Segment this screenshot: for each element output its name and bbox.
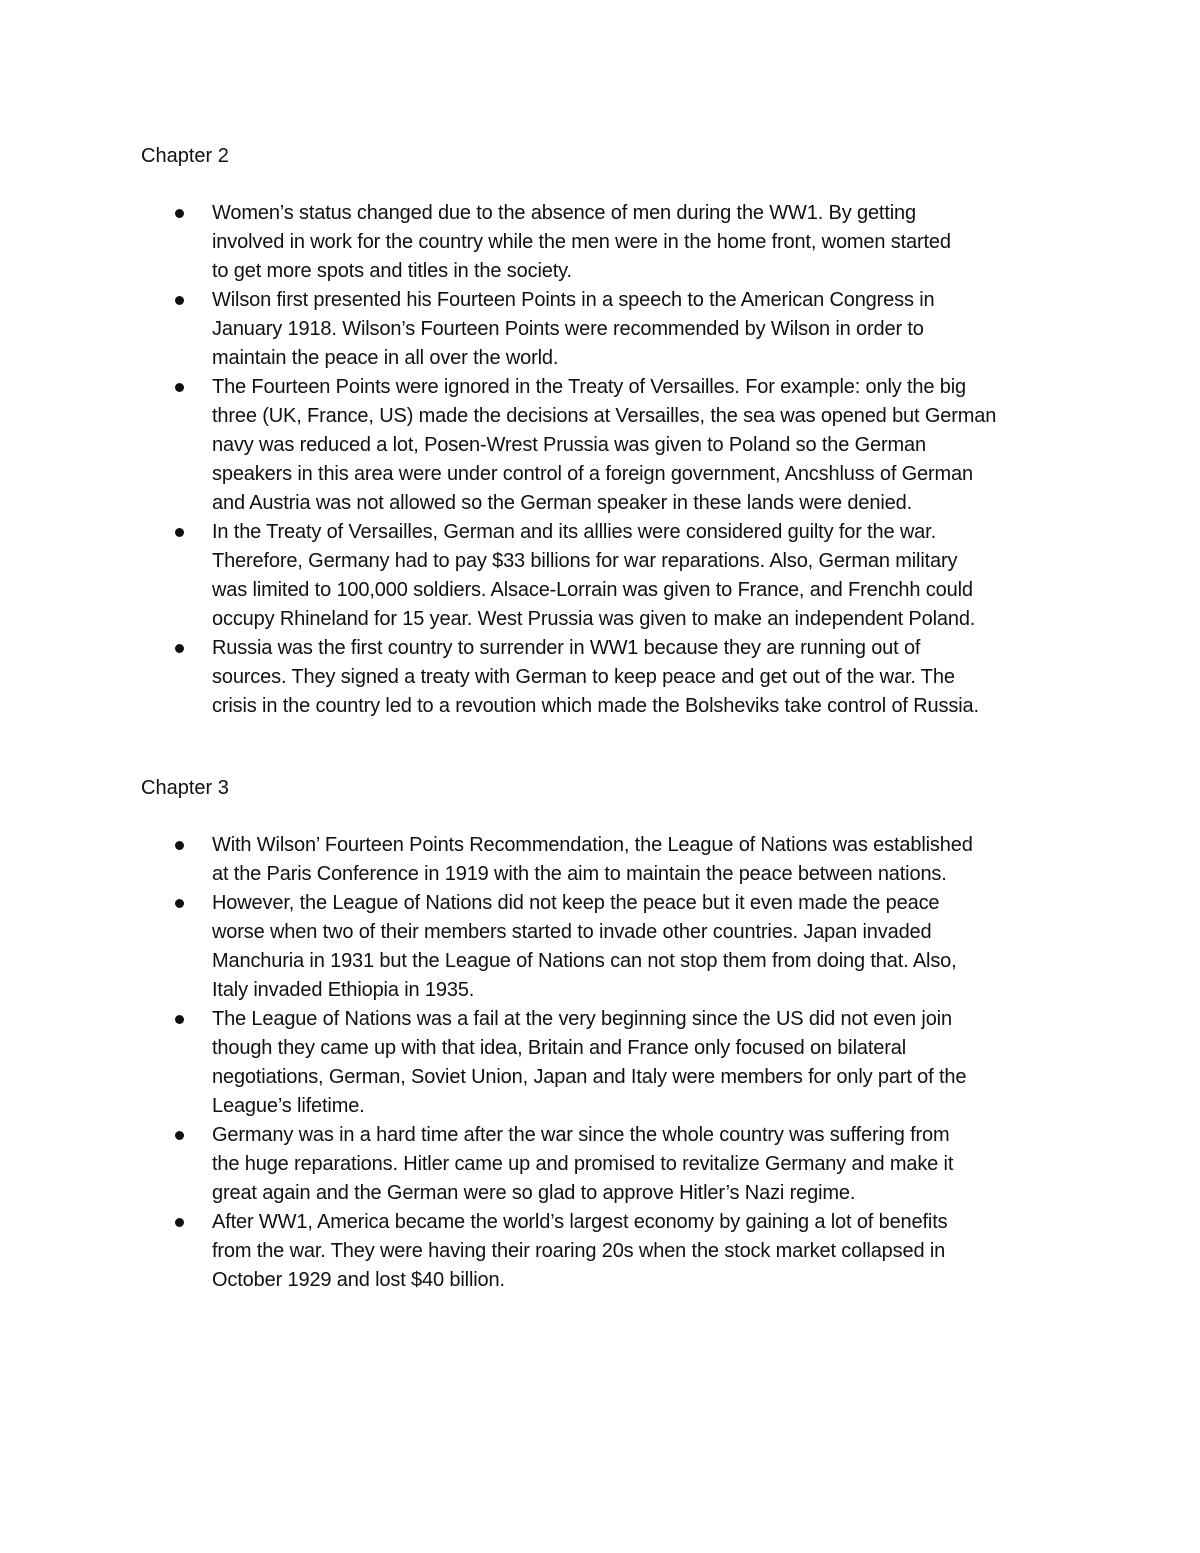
bullet-line: Wilson first presented his Fourteen Points in a speech to the American Congress in [212, 289, 935, 311]
bullet-line: involved in work for the country while the men were in the home front, women started [212, 231, 951, 253]
bullet-line: at the Paris Conference in 1919 with the aim to maintain the peace between nations. [212, 863, 947, 885]
bullet-point-icon [175, 296, 184, 305]
bullet-line: January 1918. Wilson’s Fourteen Points were recommended by Wilson in order to [212, 318, 924, 340]
bullet-line: sources. They signed a treaty with German to keep peace and get out of the war. The [212, 666, 955, 688]
bullet-point-icon [175, 528, 184, 537]
bullet-line: Women’s status changed due to the absence of men during the WW1. By getting [212, 202, 916, 224]
chapter-3-heading: Chapter 3 [141, 777, 229, 799]
bullet-line: With Wilson’ Fourteen Points Recommendation, the League of Nations was established [212, 834, 973, 856]
bullet-line: The League of Nations was a fail at the very beginning since the US did not even join [212, 1008, 952, 1030]
bullet-item [0, 286, 1072, 373]
bullet-line: Russia was the first country to surrender in WW1 because they are running out of [212, 637, 921, 659]
bullet-point-icon [175, 1218, 184, 1227]
bullet-item [0, 1121, 1072, 1208]
bullet-line: However, the League of Nations did not keep the peace but it even made the peace [212, 892, 940, 914]
bullet-point-icon [175, 899, 184, 908]
bullet-item [0, 634, 1072, 721]
bullet-point-icon [175, 1131, 184, 1140]
bullet-line: from the war. They were having their roaring 20s when the stock market collapsed in [212, 1240, 946, 1262]
bullet-point-icon [175, 383, 184, 392]
bullet-line: maintain the peace in all over the world. [212, 347, 559, 369]
bullet-item [0, 1208, 1072, 1295]
chapter-2-bullet-list [0, 199, 1200, 721]
bullet-point-icon [175, 1015, 184, 1024]
bullet-line: three (UK, France, US) made the decisions at Versailles, the sea was opened but German [212, 405, 997, 427]
bullet-line: great again and the German were so glad to approve Hitler’s Nazi regime. [212, 1182, 856, 1204]
bullet-item [0, 1005, 1072, 1121]
bullet-line: October 1929 and lost $40 billion. [212, 1269, 505, 1291]
bullet-item [0, 831, 1072, 889]
bullet-line: negotiations, German, Soviet Union, Japan and Italy were members for only part of the [212, 1066, 967, 1088]
bullet-line: League’s lifetime. [212, 1095, 365, 1117]
chapter-3-bullet-list [0, 831, 1200, 1295]
bullet-line: The Fourteen Points were ignored in the Treaty of Versailles. For example: only the big [212, 376, 967, 398]
bullet-line: and Austria was not allowed so the German speaker in these lands were denied. [212, 492, 912, 514]
bullet-line: crisis in the country led to a revoution which made the Bolsheviks take control of Russia. [212, 695, 979, 717]
bullet-line: to get more spots and titles in the society. [212, 260, 572, 282]
bullet-line: occupy Rhineland for 15 year. West Prussia was given to make an independent Poland. [212, 608, 976, 630]
bullet-line: was limited to 100,000 soldiers. Alsace-Lorrain was given to France, and Frenchh could [212, 579, 973, 601]
bullet-line: the huge reparations. Hitler came up and promised to revitalize Germany and make it [212, 1153, 954, 1175]
bullet-line: navy was reduced a lot, Posen-Wrest Prussia was given to Poland so the German [212, 434, 926, 456]
bullet-item [0, 889, 1072, 1005]
bullet-line: Italy invaded Ethiopia in 1935. [212, 979, 475, 1001]
bullet-item [0, 199, 1072, 286]
bullet-line: worse when two of their members started to invade other countries. Japan invaded [212, 921, 932, 943]
bullet-line: After WW1, America became the world’s largest economy by gaining a lot of benefits [212, 1211, 948, 1233]
bullet-line: though they came up with that idea, Britain and France only focused on bilateral [212, 1037, 906, 1059]
bullet-line: Manchuria in 1931 but the League of Nations can not stop them from doing that. Also, [212, 950, 957, 972]
bullet-item [0, 373, 1072, 518]
bullet-point-icon [175, 209, 184, 218]
bullet-item [0, 518, 1072, 634]
bullet-line: Germany was in a hard time after the war since the whole country was suffering from [212, 1124, 950, 1146]
bullet-point-icon [175, 841, 184, 850]
chapter-2-heading: Chapter 2 [141, 145, 229, 167]
bullet-line: speakers in this area were under control of a foreign government, Ancshluss of German [212, 463, 973, 485]
bullet-line: Therefore, Germany had to pay $33 billions for war reparations. Also, German military [212, 550, 958, 572]
bullet-line: In the Treaty of Versailles, German and its alllies were considered guilty for the war. [212, 521, 936, 543]
bullet-point-icon [175, 644, 184, 653]
